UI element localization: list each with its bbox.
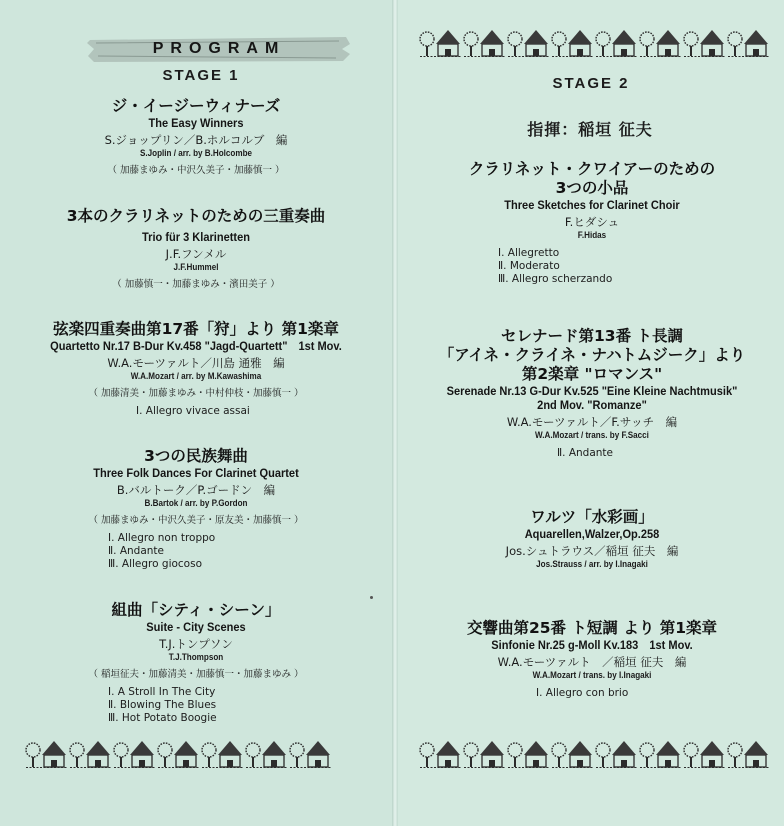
piece-title-jp: ジ・イージーウィナーズ	[111, 97, 281, 115]
movement-item: Ⅰ. Allegro non troppo	[108, 532, 216, 544]
piece-composer: S.ジョップリン／B.ホルコルブ 編	[104, 133, 288, 147]
piece-title-en: Three Folk Dances For Clarinet Quartet	[93, 466, 299, 480]
piece-title-jp: セレナード第13番 ト長調	[501, 327, 683, 345]
house-icon	[640, 741, 682, 768]
piece-composer: W.A.モーツァルト ／稲垣 征夫 編	[497, 655, 687, 669]
stage1-piece-5	[6, 601, 386, 725]
house-icon	[640, 30, 682, 57]
movement-list	[498, 247, 782, 286]
piece-title-jp: クラリネット・クワイアーのための	[468, 160, 716, 178]
stage2-piece-4	[402, 619, 782, 700]
movement-item: Ⅱ. Moderato	[498, 260, 560, 272]
movement-item: Ⅲ. Allegro giocoso	[108, 558, 203, 570]
house-icon	[464, 30, 506, 57]
conductor-line: 指揮：稲垣 征夫	[527, 120, 653, 139]
house-icon	[552, 741, 594, 768]
piece-title-en: Suite - City Scenes	[146, 620, 246, 634]
house-icon	[728, 30, 770, 57]
piece-composer: W.A.モーツァルト／F.サッチ 編	[506, 415, 678, 429]
house-icon	[508, 741, 550, 768]
piece-composer-romanized: W.A.Mozart / trans. by F.Sacci	[535, 430, 649, 440]
piece-title-jp: 組曲「シティ・シーン」	[111, 601, 281, 619]
movement-list	[108, 532, 386, 571]
houses-border-bottom-left	[24, 733, 374, 769]
house-icon	[70, 741, 112, 768]
house-icon	[202, 741, 244, 768]
movement-item: Ⅲ. Hot Potato Boogie	[108, 712, 217, 724]
house-icon	[158, 741, 200, 768]
movement-item: Ⅰ. Allegro con brio	[536, 687, 629, 699]
house-icon	[684, 741, 726, 768]
piece-composer: Jos.シュトラウス／稲垣 征夫 編	[505, 544, 679, 558]
paper-speck	[370, 596, 373, 599]
piece-composer-romanized: W.A.Mozart / arr. by M.Kawashima	[130, 371, 262, 381]
movement-list	[536, 687, 782, 700]
piece-composer-romanized: W.A.Mozart / trans. by I.Inagaki	[532, 670, 652, 680]
stage1-label: STAGE 1	[162, 67, 240, 84]
piece-title-jp-line3: 第2楽章 "ロマンス"	[521, 365, 663, 383]
piece-title-en: Quartetto Nr.17 B-Dur Kv.458 "Jagd-Quartett" 1st Mov.	[50, 339, 342, 353]
house-and-tree-icon	[24, 733, 374, 769]
piece-title-jp: ワルツ「水彩画」	[530, 508, 654, 526]
piece-title-en: Three Sketches for Clarinet Choir	[504, 198, 680, 212]
stage1-piece-1	[6, 97, 386, 177]
house-icon	[114, 741, 156, 768]
piece-composer-romanized: S.Joplin / arr. by B.Holcombe	[139, 148, 253, 158]
piece-composer: W.A.モーツァルト／川島 通雅 編	[107, 356, 285, 370]
house-icon	[290, 741, 332, 768]
piece-title-jp-line2: 「アイネ・クライネ・ナハトムジーク」より	[438, 346, 746, 364]
piece-composer-romanized: T.J.Thompson	[168, 652, 224, 662]
piece-composer-romanized: B.Bartok / arr. by P.Gordon	[144, 498, 248, 508]
piece-title-en: The Easy Winners	[148, 116, 244, 130]
piece-composer: T.J.トンプソン	[159, 637, 233, 651]
piece-composer: J.F.フンメル	[165, 247, 227, 261]
houses-border-bottom-right	[418, 733, 770, 769]
stage2-piece-1	[402, 160, 782, 286]
house-icon	[596, 30, 638, 57]
piece-composer-romanized: Jos.Strauss / arr. by I.Inagaki	[536, 559, 648, 569]
piece-performers: （ 加藤慎一・加藤まゆみ・濱田美子 ）	[112, 279, 280, 290]
program-title: PROGRAM	[152, 40, 286, 57]
house-icon	[596, 741, 638, 768]
house-icon	[464, 741, 506, 768]
program-banner	[84, 34, 354, 64]
piece-title-en: Serenade Nr.13 G-Dur Kv.525 "Eine Kleine Nachtmusik"	[446, 384, 738, 398]
piece-title-jp-line2: 3つの小品	[555, 179, 629, 197]
house-and-tree-icon	[418, 22, 770, 58]
movement-item: Ⅰ. A Stroll In The City	[108, 686, 216, 698]
piece-title-jp: 交響曲第25番 ト短調 より 第1楽章	[466, 619, 718, 637]
piece-title-en-line2: 2nd Mov. "Romanze"	[537, 398, 647, 412]
piece-performers: （ 加藤まゆみ・中沢久美子・加藤慎一 ）	[107, 165, 285, 176]
piece-composer-romanized: F.Hidas	[577, 230, 607, 240]
piece-performers: （ 加藤清美・加藤まゆみ・中村仲枝・加藤慎一 ）	[88, 388, 304, 399]
piece-composer: F.ヒダシュ	[564, 215, 620, 229]
movement-list	[108, 686, 386, 725]
house-icon	[684, 30, 726, 57]
movement-list	[557, 447, 782, 460]
piece-title-jp: 3つの民族舞曲	[144, 447, 248, 465]
stage2-label: STAGE 2	[552, 75, 630, 92]
movement-item: Ⅰ. Allegro vivace assai	[136, 405, 250, 417]
piece-composer-romanized: J.F.Hummel	[173, 262, 219, 272]
piece-title-en: Sinfonie Nr.25 g-Moll Kv.183 1st Mov.	[491, 638, 693, 652]
house-icon	[552, 30, 594, 57]
piece-performers: （ 稲垣征夫・加藤清美・加藤慎一・加藤まゆみ ）	[88, 669, 304, 680]
piece-title-en: Aquarellen,Walzer,Op.258	[524, 527, 660, 541]
piece-composer: B.バルトーク／P.ゴードン 編	[116, 483, 276, 497]
page-fold	[392, 0, 398, 826]
house-icon	[728, 741, 770, 768]
stage1-piece-4	[6, 447, 386, 571]
piece-performers: （ 加藤まゆみ・中沢久美子・原友美・加藤慎一 ）	[88, 515, 304, 526]
movement-item: Ⅱ. Blowing The Blues	[108, 699, 217, 711]
house-icon	[420, 30, 462, 57]
house-icon	[26, 741, 68, 768]
house-icon	[420, 741, 462, 768]
movement-list	[136, 405, 386, 418]
movement-item: Ⅰ. Allegretto	[498, 247, 560, 259]
stage2-piece-2	[402, 327, 782, 460]
movement-item: Ⅱ. Andante	[108, 545, 165, 557]
stage1-piece-3	[6, 320, 386, 418]
house-icon	[508, 30, 550, 57]
piece-title-jp: 3本のクラリネットのための三重奏曲	[66, 207, 326, 225]
house-icon	[246, 741, 288, 768]
houses-border-top-right	[418, 22, 770, 58]
movement-item: Ⅲ. Allegro scherzando	[498, 273, 613, 285]
house-and-tree-icon	[418, 733, 770, 769]
stage1-piece-2	[6, 207, 386, 291]
stage2-piece-3	[402, 508, 782, 570]
piece-title-en: Trio für 3 Klarinetten	[142, 230, 250, 244]
piece-title-jp: 弦楽四重奏曲第17番「狩」より 第1楽章	[53, 320, 339, 338]
movement-item: Ⅱ. Andante	[557, 447, 614, 459]
